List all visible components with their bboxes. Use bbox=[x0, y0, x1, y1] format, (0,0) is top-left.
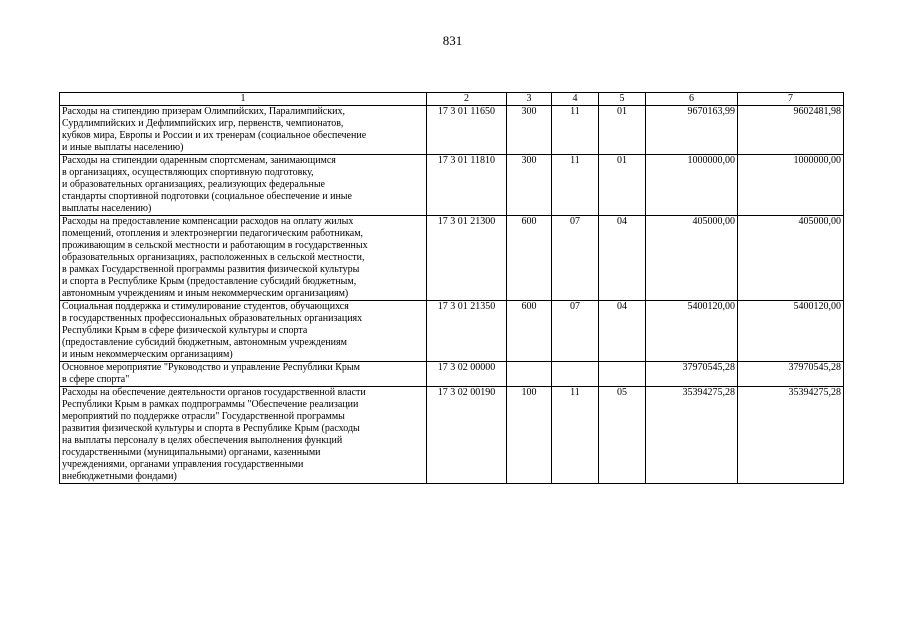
amount-column-6: 35394275,28 bbox=[646, 387, 738, 484]
amount-column-6: 405000,00 bbox=[646, 216, 738, 301]
column-header: 6 bbox=[646, 93, 738, 106]
section-code: 11 bbox=[552, 387, 599, 484]
target-article-code: 17 3 01 11810 bbox=[427, 155, 507, 216]
amount-column-6: 1000000,00 bbox=[646, 155, 738, 216]
expense-type-code: 300 bbox=[507, 155, 552, 216]
target-article-code: 17 3 01 11650 bbox=[427, 106, 507, 155]
expense-type-code: 100 bbox=[507, 387, 552, 484]
amount-column-6: 5400120,00 bbox=[646, 301, 738, 362]
column-header: 3 bbox=[507, 93, 552, 106]
table-row bbox=[60, 301, 844, 362]
subsection-code: 04 bbox=[599, 301, 646, 362]
amount-column-6: 37970545,28 bbox=[646, 362, 738, 387]
target-article-code: 17 3 01 21350 bbox=[427, 301, 507, 362]
amount-column-7: 35394275,28 bbox=[738, 387, 844, 484]
table-row bbox=[60, 362, 844, 387]
row-description: Расходы на стипендии одаренным спортсменам, занимающимся в организациях, осуществляющих спортивную подготовку, и образовательных организациях, реализующих федеральные стандарты спортивной подготовки (социальное обеспечение и иные выплаты населению) bbox=[60, 155, 427, 216]
subsection-code: 04 bbox=[599, 216, 646, 301]
section-code: 07 bbox=[552, 301, 599, 362]
page-number: 831 bbox=[442, 33, 463, 48]
column-header: 7 bbox=[738, 93, 844, 106]
section-code: 11 bbox=[552, 155, 599, 216]
column-header: 5 bbox=[599, 93, 646, 106]
expense-type-code: 600 bbox=[507, 301, 552, 362]
target-article-code: 17 3 01 21300 bbox=[427, 216, 507, 301]
subsection-code bbox=[599, 362, 646, 387]
subsection-code: 01 bbox=[599, 106, 646, 155]
row-description: Основное мероприятие "Руководство и управление Республики Крым в сфере спорта" bbox=[60, 362, 427, 387]
expense-type-code bbox=[507, 362, 552, 387]
row-description: Расходы на обеспечение деятельности органов государственной власти Республики Крым в рамках подпрограммы "Обеспечение реализации мероприятий по поддержке отрасли" Государственной программы развития физической культуры и спорта в Республике Крым (расходы на выплаты персоналу в целях обеспечения выполнения функций государственными (муниципальными) органами, казенными учреждениями, органами управления государственными внебюджетными фондами) bbox=[60, 387, 427, 484]
row-description: Социальная поддержка и стимулирование студентов, обучающихся в государственных профессиональных образовательных организациях Республики Крым в сфере физической культуры и спорта (предоставление субсидий бюджетным, автономным учреждениям и иным некоммерческим организациям) bbox=[60, 301, 427, 362]
subsection-code: 01 bbox=[599, 155, 646, 216]
row-description: Расходы на предоставление компенсации расходов на оплату жилых помещений, отопления и электроэнергии педагогическим работникам, проживающим в сельской местности и работающим в государственных образовательных организациях, расположенных в сельской местности, в рамках Государственной программы развития физической культуры и спорта в Республике Крым (предоставление субсидий бюджетным, автономным учреждениям и иным некоммерческим организациям) bbox=[60, 216, 427, 301]
table-row bbox=[60, 387, 844, 484]
column-header: 4 bbox=[552, 93, 599, 106]
subsection-code: 05 bbox=[599, 387, 646, 484]
amount-column-7: 405000,00 bbox=[738, 216, 844, 301]
column-header: 2 bbox=[427, 93, 507, 106]
amount-column-7: 9602481,98 bbox=[738, 106, 844, 155]
target-article-code: 17 3 02 00190 bbox=[427, 387, 507, 484]
amount-column-7: 1000000,00 bbox=[738, 155, 844, 216]
amount-column-6: 9670163,99 bbox=[646, 106, 738, 155]
table-header-row bbox=[60, 93, 844, 106]
expense-type-code: 600 bbox=[507, 216, 552, 301]
row-description: Расходы на стипендию призерам Олимпийских, Паралимпийских, Сурдлимпийских и Дефлимпийских игр, первенств, чемпионатов, кубков мира, Европы и России и их тренерам (социальное обеспечение и иные выплаты населению) bbox=[60, 106, 427, 155]
amount-column-7: 5400120,00 bbox=[738, 301, 844, 362]
table-row bbox=[60, 216, 844, 301]
amount-column-7: 37970545,28 bbox=[738, 362, 844, 387]
target-article-code: 17 3 02 00000 bbox=[427, 362, 507, 387]
table-row bbox=[60, 155, 844, 216]
budget-table bbox=[59, 92, 844, 484]
section-code: 07 bbox=[552, 216, 599, 301]
section-code: 11 bbox=[552, 106, 599, 155]
expense-type-code: 300 bbox=[507, 106, 552, 155]
table-row bbox=[60, 106, 844, 155]
section-code bbox=[552, 362, 599, 387]
column-header: 1 bbox=[60, 93, 427, 106]
